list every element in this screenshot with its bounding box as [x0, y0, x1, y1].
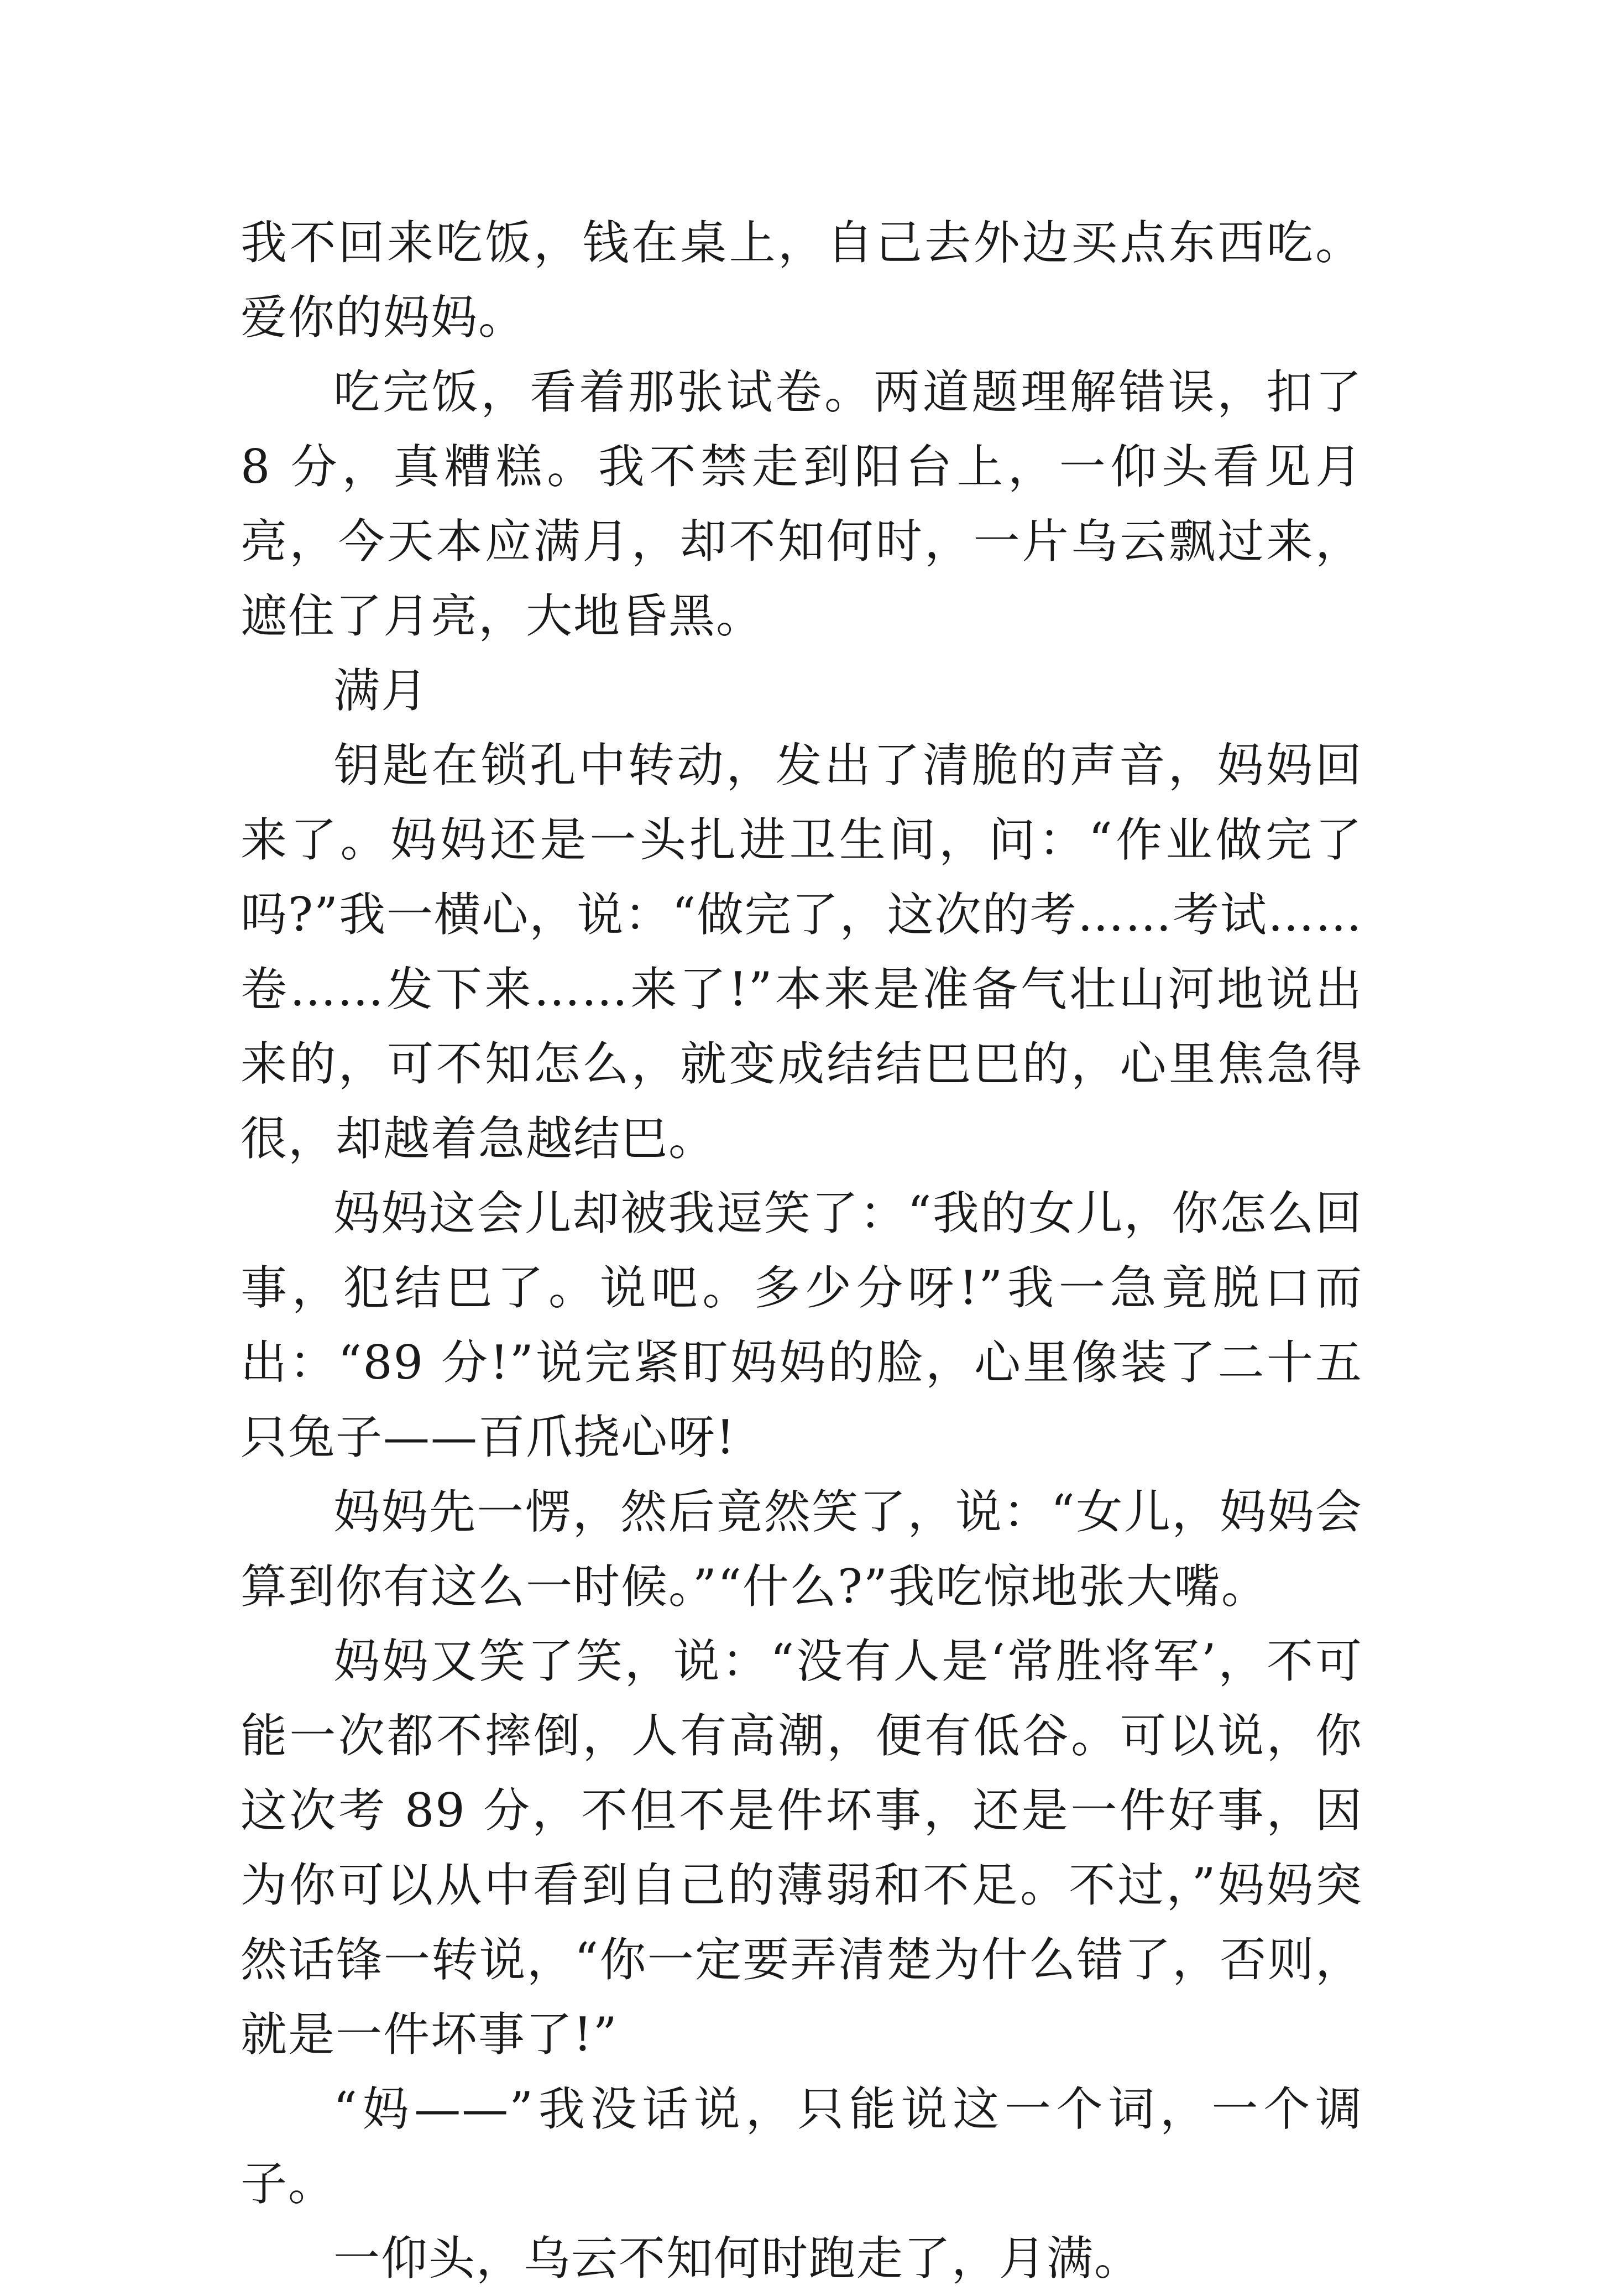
paragraph-2: 吃完饭，看着那张试卷。两道题理解错误，扣了 8 分，真糟糕。我不禁走到阳台上，一仰头看见月亮，今天本应满月，却不知何时，一片乌云飘过来，遮住了月亮，大地昏黑。	[240, 365, 1363, 643]
paragraph-1: 我不回来吃饭，钱在桌上，自己去外边买点东西吃。爱你的妈妈。	[240, 216, 1363, 345]
paragraph-4: 钥匙在锁孔中转动，发出了清脆的声音，妈妈回来了。妈妈还是一头扎进卫生间，问：“作业做完了吗?”我一横心，说：“做完了，这次的考……考试……卷……发下来……来了!”本来是准备气壮山河地说出来的，可不知怎么，就变成结结巴巴的，心里焦急得很，却越着急越结巴。	[240, 738, 1363, 1166]
paragraph-8: “妈——”我没话说，只能说这一个词，一个调子。	[240, 2082, 1363, 2211]
paragraph-5: 妈妈这会儿却被我逗笑了：“我的女儿，你怎么回事，犯结巴了。说吧。多少分呀!”我一急竟脱口而出：“89 分!”说完紧盯妈妈的脸，心里像装了二十五只兔子——百爪挠心呀!	[240, 1186, 1363, 1464]
article-body	[240, 206, 1363, 2296]
section-heading: 满月	[333, 664, 429, 718]
paragraph-9: 一仰头，乌云不知何时跑走了，月满。	[333, 2231, 1142, 2285]
paragraph-7: 妈妈又笑了笑，说：“没有人是‘常胜将军’，不可能一次都不摔倒，人有高潮，便有低谷。可以说，你这次考 89 分，不但不是件坏事，还是一件好事，因为你可以从中看到自己的薄弱和不足。不过，”妈妈突然话锋一转说，“你一定要弄清楚为什么错了，否则，就是一件坏事了!”	[240, 1634, 1363, 2062]
paragraph-6: 妈妈先一愣，然后竟然笑了，说：“女儿，妈妈会算到你有这么一时候。”“什么?”我吃惊地张大嘴。	[240, 1485, 1363, 1614]
